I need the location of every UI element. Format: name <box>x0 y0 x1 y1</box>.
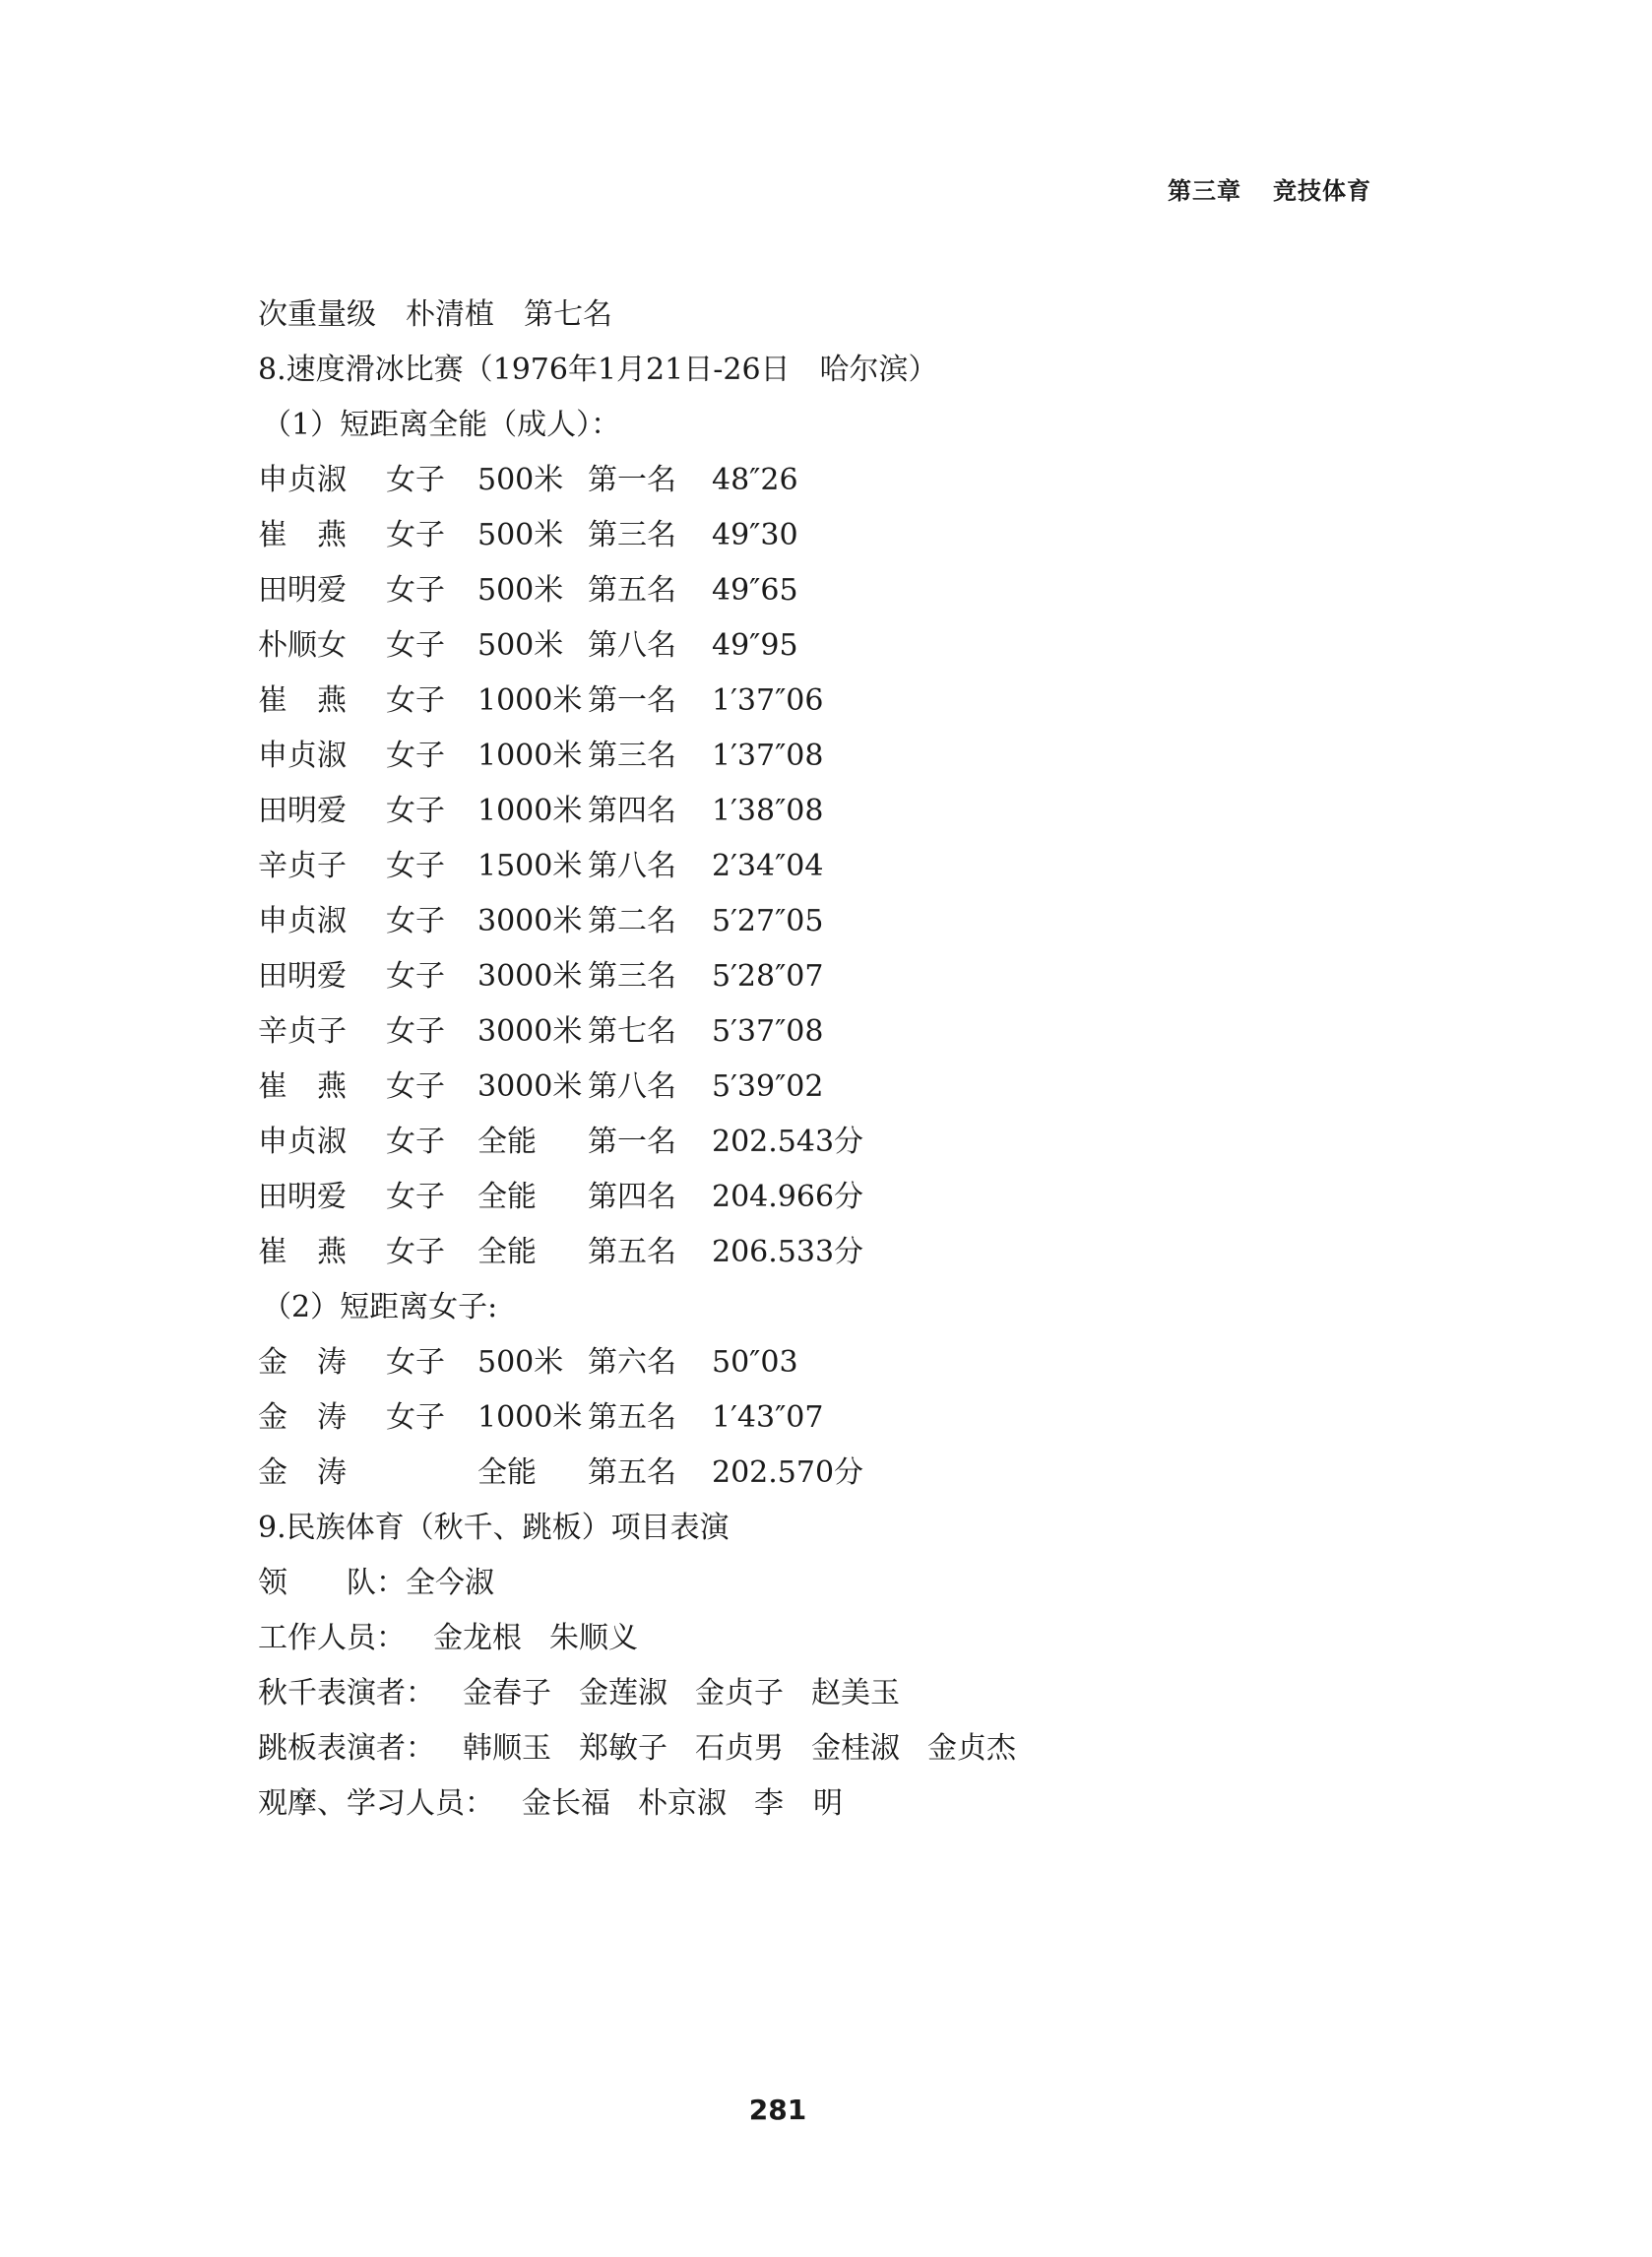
athlete-sex: 女子 <box>386 1069 445 1104</box>
observer-name: 李 明 <box>754 1786 843 1821</box>
athlete-sex: 女子 <box>386 959 445 994</box>
athlete-name: 田明爱 <box>258 794 347 828</box>
athlete-sex: 女子 <box>386 518 445 552</box>
event-name: 全能 <box>477 1125 537 1159</box>
worker-name: 金龙根 <box>433 1621 522 1655</box>
placing: 第五名 <box>588 1455 676 1490</box>
athlete-sex: 女子 <box>386 628 445 663</box>
placing: 第二名 <box>588 904 676 938</box>
result-value: 1′43″07 <box>712 1400 824 1435</box>
adult-allround-subtitle: （1）短距离全能（成人）： <box>262 408 621 442</box>
worker-name: 朱顺义 <box>549 1621 638 1655</box>
athlete-sex: 女子 <box>386 683 445 718</box>
result-row <box>258 1225 1390 1280</box>
athlete-name: 辛贞子 <box>258 1014 347 1049</box>
athlete-sex: 女子 <box>386 1400 445 1435</box>
result-value: 2′34″04 <box>712 849 824 883</box>
athlete-sex: 女子 <box>386 463 445 497</box>
athlete-sex: 女子 <box>386 849 445 883</box>
placing: 第五名 <box>588 1235 676 1269</box>
placing: 第三名 <box>588 518 676 552</box>
athlete-sex: 女子 <box>386 1014 445 1049</box>
result-value: 1′37″06 <box>712 683 824 718</box>
swing-label: 秋千表演者： <box>258 1676 435 1710</box>
result-row <box>258 894 1390 949</box>
placing: 第三名 <box>588 739 676 773</box>
skating-section-title: 8.速度滑冰比赛（1976年1月21日-26日 哈尔滨） <box>258 353 938 387</box>
swing-performer: 金春子 <box>463 1676 551 1710</box>
ethnic-sports-title: 9.民族体育（秋千、跳板）项目表演 <box>258 1511 730 1545</box>
result-value: 5′28″07 <box>712 959 824 994</box>
placing: 第四名 <box>588 1180 676 1214</box>
athlete-name: 崔 燕 <box>258 1069 347 1104</box>
result-value: 5′39″02 <box>712 1069 824 1104</box>
result-row <box>258 1335 1390 1390</box>
athlete-name: 申贞淑 <box>258 1125 347 1159</box>
athlete-name: 金 涛 <box>258 1345 347 1380</box>
result-value: 1′37″08 <box>712 739 824 773</box>
athlete-name: 金 涛 <box>258 1455 347 1490</box>
result-row <box>258 949 1390 1004</box>
seesaw-performer: 郑敏子 <box>579 1731 667 1766</box>
athlete-sex: 女子 <box>386 1345 445 1380</box>
result-value: 49″30 <box>712 518 798 552</box>
result-value: 206.533分 <box>712 1235 864 1269</box>
running-header <box>1149 144 1371 206</box>
event-name: 500米 <box>477 573 564 608</box>
result-row <box>258 1115 1390 1170</box>
result-row <box>258 1446 1390 1501</box>
seesaw-performer: 金贞杰 <box>927 1731 1016 1766</box>
result-value: 50″03 <box>712 1345 798 1380</box>
athlete-name: 申贞淑 <box>258 463 347 497</box>
placing: 第一名 <box>588 463 676 497</box>
result-row <box>258 674 1390 729</box>
result-row <box>258 618 1390 674</box>
event-name: 1000米 <box>477 739 583 773</box>
observers-label: 观摩、学习人员： <box>258 1786 494 1821</box>
placing: 第一名 <box>588 1125 676 1159</box>
athlete-name: 田明爱 <box>258 1180 347 1214</box>
women-short-subtitle: （2）短距离女子: <box>262 1290 498 1324</box>
placing: 第八名 <box>588 849 676 883</box>
seesaw-label: 跳板表演者： <box>258 1731 435 1766</box>
result-row <box>258 1060 1390 1115</box>
event-name: 3000米 <box>477 1069 583 1104</box>
event-name: 3000米 <box>477 904 583 938</box>
chapter-label: 第三章 <box>1168 177 1241 205</box>
result-value: 5′27″05 <box>712 904 824 938</box>
seesaw-performer: 韩顺玉 <box>463 1731 551 1766</box>
athlete-name: 申贞淑 <box>258 904 347 938</box>
result-row <box>258 839 1390 894</box>
result-row <box>258 729 1390 784</box>
event-name: 全能 <box>477 1455 537 1490</box>
athlete-sex: 女子 <box>386 1125 445 1159</box>
event-name: 500米 <box>477 518 564 552</box>
athlete-name: 崔 燕 <box>258 683 347 718</box>
athlete-name: 朴顺女 <box>258 628 347 663</box>
result-row <box>258 1004 1390 1060</box>
athlete-name: 申贞淑 <box>258 739 347 773</box>
result-value: 49″65 <box>712 573 798 608</box>
placing: 第五名 <box>588 1400 676 1435</box>
event-name: 1000米 <box>477 794 583 828</box>
event-name: 1500米 <box>477 849 583 883</box>
result-row <box>258 1170 1390 1225</box>
placing: 第八名 <box>588 628 676 663</box>
result-value: 1′38″08 <box>712 794 824 828</box>
athlete-sex: 女子 <box>386 739 445 773</box>
event-name: 1000米 <box>477 1400 583 1435</box>
observer-name: 金长福 <box>522 1786 610 1821</box>
placing: 第四名 <box>588 794 676 828</box>
placing: 第六名 <box>588 1345 676 1380</box>
swing-performers-line <box>258 1666 1390 1721</box>
athlete-name: 崔 燕 <box>258 1235 347 1269</box>
result-value: 5′37″08 <box>712 1014 824 1049</box>
athlete-name: 田明爱 <box>258 573 347 608</box>
page-number: 281 <box>748 2094 807 2126</box>
event-name: 500米 <box>477 1345 564 1380</box>
event-name: 1000米 <box>477 683 583 718</box>
observers-line <box>258 1776 1390 1832</box>
placing: 第五名 <box>588 573 676 608</box>
team-leader-line: 领 队：全今淑 <box>258 1566 494 1600</box>
adult-results-list <box>258 453 1390 1280</box>
swing-performer: 金贞子 <box>695 1676 784 1710</box>
section-label: 竞技体育 <box>1273 177 1371 205</box>
athlete-sex: 女子 <box>386 573 445 608</box>
athlete-sex: 女子 <box>386 904 445 938</box>
placing: 第一名 <box>588 683 676 718</box>
observer-name: 朴京淑 <box>638 1786 727 1821</box>
result-row <box>258 563 1390 618</box>
result-value: 204.966分 <box>712 1180 864 1214</box>
workers-label: 工作人员： <box>258 1621 406 1655</box>
women-results-list <box>258 1335 1390 1501</box>
page-body <box>258 288 1390 1832</box>
swing-performer: 金莲淑 <box>579 1676 667 1710</box>
athlete-sex <box>386 1446 477 1501</box>
result-row <box>258 453 1390 508</box>
result-row <box>258 784 1390 839</box>
result-value: 49″95 <box>712 628 798 663</box>
event-name: 500米 <box>477 628 564 663</box>
seesaw-performer: 金桂淑 <box>811 1731 900 1766</box>
weightclass-line: 次重量级 朴清植 第七名 <box>258 297 612 332</box>
event-name: 500米 <box>477 463 564 497</box>
result-row <box>258 508 1390 563</box>
athlete-sex: 女子 <box>386 1235 445 1269</box>
placing: 第三名 <box>588 959 676 994</box>
athlete-name: 崔 燕 <box>258 518 347 552</box>
event-name: 3000米 <box>477 1014 583 1049</box>
event-name: 全能 <box>477 1180 537 1214</box>
placing: 第八名 <box>588 1069 676 1104</box>
workers-line <box>258 1611 1390 1666</box>
seesaw-performers-line <box>258 1721 1390 1776</box>
result-value: 48″26 <box>712 463 798 497</box>
seesaw-performer: 石贞男 <box>695 1731 784 1766</box>
athlete-sex: 女子 <box>386 794 445 828</box>
result-value: 202.570分 <box>712 1455 864 1490</box>
athlete-name: 辛贞子 <box>258 849 347 883</box>
result-value: 202.543分 <box>712 1125 864 1159</box>
event-name: 全能 <box>477 1235 537 1269</box>
athlete-name: 田明爱 <box>258 959 347 994</box>
athlete-sex: 女子 <box>386 1180 445 1214</box>
swing-performer: 赵美玉 <box>811 1676 900 1710</box>
event-name: 3000米 <box>477 959 583 994</box>
result-row <box>258 1390 1390 1446</box>
athlete-name: 金 涛 <box>258 1400 347 1435</box>
placing: 第七名 <box>588 1014 676 1049</box>
